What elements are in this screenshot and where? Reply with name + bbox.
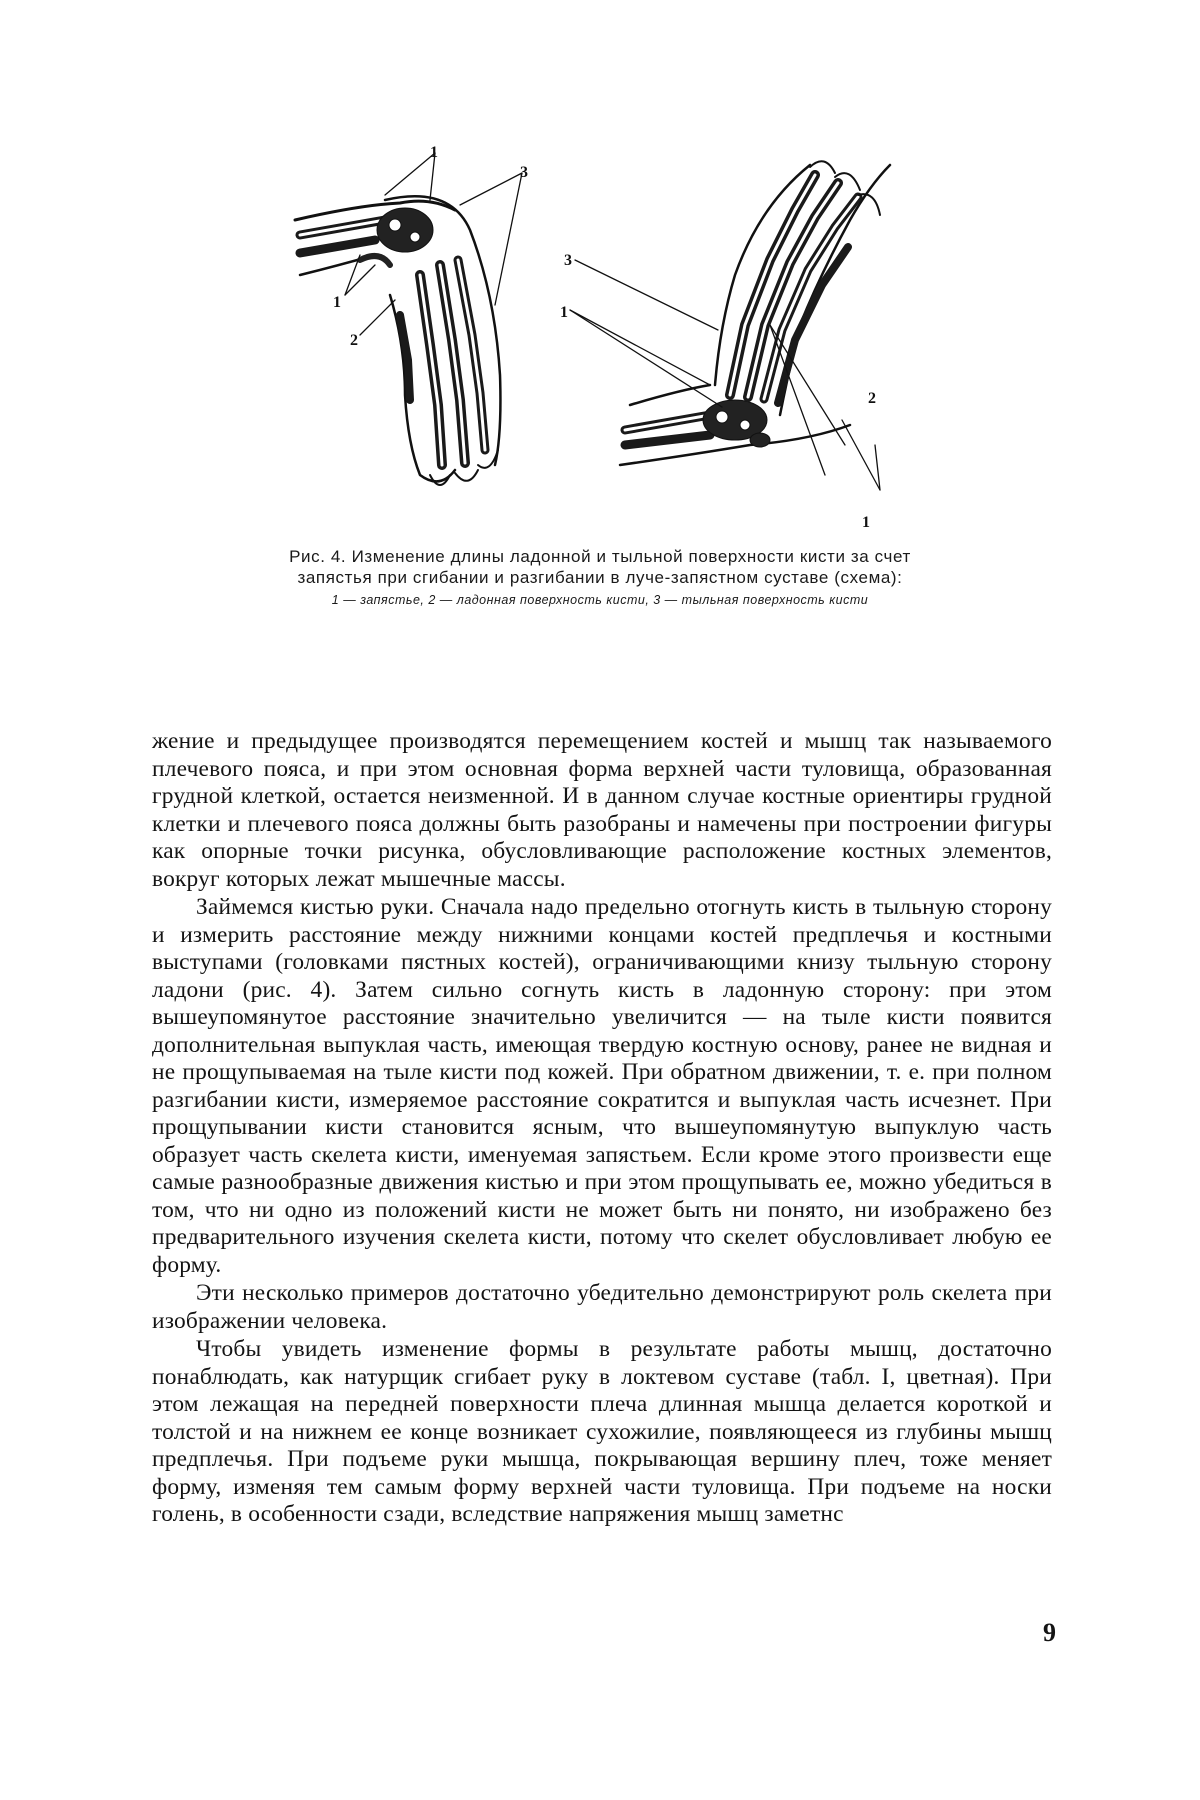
label-right-3: 3 (564, 252, 572, 269)
paragraph-3: Эти несколько примеров достаточно убедительно демонстрируют роль скелета при изображении человека. (152, 1280, 1052, 1334)
body-text (152, 728, 1052, 1529)
label-right-1-top: 1 (560, 304, 568, 321)
caption-legend: 1 — запястье, 2 — ладонная поверхность кисти, 3 — тыльная поверхность кисти (331, 593, 869, 607)
page-number: 9 (1043, 1618, 1056, 1647)
extended-hand-illustration (570, 161, 890, 490)
label-left-1-bottom: 1 (333, 294, 341, 311)
label-left-3: 3 (520, 164, 528, 181)
label-right-1-bottom: 1 (862, 514, 870, 531)
paragraph-2: Займемся кистью руки. Сначала надо предельно отогнуть кисть в тыльную сторону и измерить расстояние между нижними концами костей предплечья и костными выступами (головками пястных костей), ограничивающими книзу тыльную сторону ладони (рис. 4). Затем сильно согнуть кисть в ладонную сторону: при этом вышеупомянутое расстояние значительно увеличится — на тыле кисти появится дополнительная выпуклая часть, имеющая твердую костную основу, ранее не видная и не прощупываемая на тыле кисти под кожей. При обратном движении, т. е. при полном разгибании кисти, измеряемое расстояние сократится и выпуклая часть исчезнет. При прощупывании кисти становится ясным, что вышеупомянутую выпуклую часть образует часть скелета кисти, именуемая запястьем. Если кроме этого произвести еще самые разнообразные движения кистью и при этом прощупывать ее, можно убедиться в том, что ни одно из положений кисти не может быть ни понято, ни изображено без предварительного изучения скелета кисти, потому что скелет обусловливает любую ее форму. (152, 894, 1052, 1278)
label-right-2: 2 (868, 390, 876, 407)
label-left-2: 2 (350, 332, 358, 349)
hand-skeleton-figure (290, 145, 930, 545)
label-left-1-top: 1 (430, 145, 438, 161)
caption-title: Рис. 4. Изменение длины ладонной и тыльной поверхности кисти за счет запястья при сгибании и разгибании в луче-запястном суставе (схема): (289, 547, 911, 587)
paragraph-4: Чтобы увидеть изменение формы в результате работы мышц, достаточно понаблюдать, как натурщик сгибает руку в локтевом суставе (табл. I, цветная). При этом лежащая на передней поверхности плеча длинная мышца делается короткой и толстой и на нижнем ее конце возникает сухожилие, появляющееся из глубины мышц предплечья. При подъеме руки мышца, покрывающая вершину плеч, тоже меняет форму, изменяя тем самым форму верхней части туловища. При подъеме на носки голень, в особенности сзади, вследствие напряжения мышц заметнс (152, 1336, 1052, 1527)
paragraph-1: жение и предыдущее производятся перемещением костей и мышц так называемого плечевого пояса, и при этом основная форма верхней части туловища, образованная грудной клеткой, остается неизменной. И в данном случае костные ориентиры грудной клетки и плечевого пояса должны быть разобраны и намечены при построении фигуры как опорные точки рисунка, обусловливающие расположение костных элементов, вокруг которых лежат мышечные массы. (152, 728, 1052, 892)
figure-caption (280, 546, 920, 608)
flexed-hand-illustration (295, 153, 522, 485)
hand-diagram (290, 145, 930, 545)
